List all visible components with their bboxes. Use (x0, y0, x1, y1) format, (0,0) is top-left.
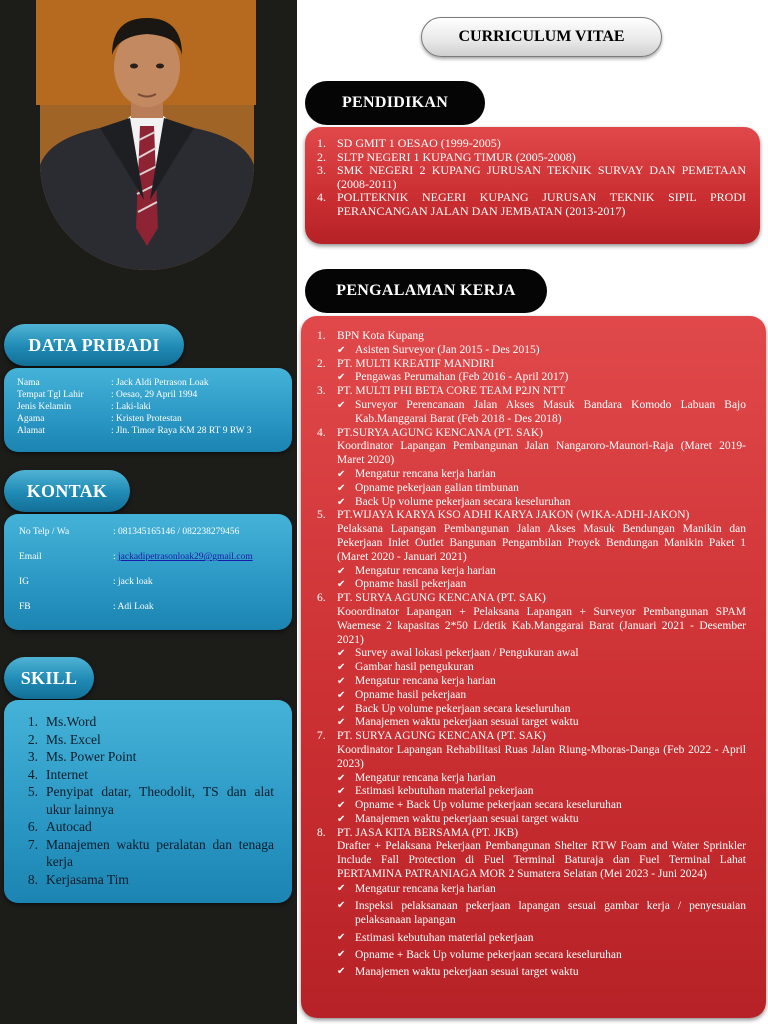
task-text: Opname pekerjaan galian timbunan (355, 481, 519, 494)
task-item (337, 661, 746, 675)
experience-body (337, 827, 746, 982)
task-item (337, 785, 746, 799)
contact-value: : jack loak (113, 577, 153, 587)
task-text: Mengatur rencana kerja harian (355, 467, 496, 480)
task-list (337, 565, 746, 593)
task-text: Opname hasil pekerjaan (355, 578, 467, 591)
experience-body (337, 592, 746, 730)
experience-role: Drafter + Pelaksana Pekerjaan Pembangunan Shelter RTW Foam and Water Sprinkler Include Fall Protection di Fuel Terminal Baturaja dan Fuel Terminal Lahat PERTAMINA PATRANIAGA MOR 2 Sumatera Selatan (Mei 2023 - Juni 2024) (337, 840, 746, 881)
experience-company: PT. MULTI PHI BETA CORE TEAM P2JN NTT (337, 385, 566, 398)
task-item (337, 772, 746, 786)
check-icon: ✔ (337, 496, 346, 508)
task-list (337, 344, 746, 358)
task-item (337, 689, 746, 703)
contact-label: FB (19, 602, 31, 612)
task-list (337, 399, 746, 427)
experience-company: PT. JASA KITA BERSAMA (PT. JKB) (337, 826, 519, 839)
skill-text: Autocad (46, 819, 92, 834)
personal-row (17, 377, 280, 389)
personal-label: Nama (17, 378, 40, 388)
skill-text: Ms. Power Point (46, 749, 137, 764)
check-icon: ✔ (337, 565, 346, 577)
task-item (337, 899, 746, 928)
task-item (337, 647, 746, 661)
personal-row (17, 413, 280, 425)
contact-value: : Adi Loak (113, 602, 154, 612)
skill-number: 7. (27, 836, 38, 852)
skill-number: 5. (27, 784, 38, 799)
experience-number: 7. (317, 730, 326, 743)
kontak-header (4, 470, 130, 512)
check-icon: ✔ (337, 482, 346, 494)
skill-text: Penyipat datar, Theodolit, TS dan alat ukur lainnya (46, 784, 274, 817)
check-icon: ✔ (337, 786, 346, 798)
skill-number: 2. (27, 731, 38, 747)
personal-value: : Kristen Protestan (111, 414, 182, 424)
task-item (337, 813, 746, 827)
task-text: Manajemen waktu pekerjaan sesuai target waktu (355, 812, 579, 825)
task-text: Manajemen waktu pekerjaan sesuai target waktu (355, 965, 579, 978)
personal-label: Agama (17, 414, 45, 424)
contact-value: : 081345165146 / 082238279456 (113, 527, 240, 537)
check-icon: ✔ (337, 703, 346, 715)
check-icon: ✔ (337, 468, 346, 480)
experience-panel (301, 316, 766, 1018)
check-icon: ✔ (337, 648, 346, 660)
personal-value: : Jack Aldi Petrason Loak (111, 378, 209, 388)
contact-row (19, 601, 280, 613)
task-text: Pengawas Perumahan (Feb 2016 - April 2017) (355, 371, 569, 384)
experience-company: PT. SURYA AGUNG KENCANA (PT. SAK) (337, 592, 546, 605)
experience-number: 4. (317, 426, 326, 439)
check-icon: ✔ (337, 372, 346, 384)
experience-list (317, 330, 746, 982)
personal-value: : Jln. Timor Raya KM 28 RT 9 RW 3 (111, 426, 252, 436)
contact-label: No Telp / Wa (19, 527, 70, 537)
experience-body (337, 385, 746, 426)
experience-number: 6. (317, 592, 326, 605)
personal-label: Jenis Kelamin (17, 402, 72, 412)
task-text: Survey awal lokasi pekerjaan / Pengukuran awal (355, 647, 579, 660)
skill-text: Ms. Excel (46, 731, 101, 747)
experience-role: Pelaksana Lapangan Pembangunan Jalan Akses Masuk Bendungan Manikin dan Pekerjaan Inlet Outlet Bangunan Pengambilan Proyek Bendungan Manikin Paket 1 (Maret 2020 - Januari 2021) (337, 523, 746, 563)
task-list (337, 772, 746, 827)
skill-panel (4, 700, 292, 903)
education-number: 1. (317, 136, 326, 150)
skill-text: Kerjasama Tim (46, 871, 129, 887)
task-text: Gambar hasil pengukuran (355, 661, 474, 674)
education-number: 4. (317, 190, 326, 204)
education-text: SMK NEGERI 2 KUPANG JURUSAN TEKNIK SURVAY DAN PEMETAAN (2008-2011) (337, 163, 746, 191)
task-text: Surveyor Perencanaan Jalan Akses Masuk Bandara Komodo Labuan Bajo Kab.Manggarai Barat (Feb 2018 - Des 2018) (355, 398, 746, 425)
skill-title: SKILL (20, 667, 78, 688)
experience-body (337, 358, 746, 386)
experience-number: 8. (317, 826, 326, 839)
task-item (337, 344, 746, 358)
task-text: Mengatur rencana kerja harian (355, 882, 496, 895)
task-list (337, 468, 746, 509)
experience-item (317, 592, 746, 730)
skill-item (22, 871, 274, 889)
task-text: Mengatur rencana kerja harian (355, 674, 496, 687)
experience-item (317, 427, 746, 510)
check-icon: ✔ (337, 800, 346, 812)
education-text: POLITEKNIK NEGERI KUPANG JURUSAN TEKNIK SIPIL PRODI PERANCANGAN JALAN DAN JEMBATAN (2013-2017) (337, 190, 746, 218)
education-item (317, 151, 746, 165)
task-item (337, 371, 746, 385)
check-icon: ✔ (337, 579, 346, 591)
task-item (337, 675, 746, 689)
skill-number: 1. (27, 714, 38, 729)
experience-number: 1. (317, 330, 326, 342)
pendidikan-title: PENDIDIKAN (341, 94, 449, 111)
check-icon: ✔ (337, 689, 346, 701)
pengalaman-header (305, 269, 547, 313)
check-icon: ✔ (337, 948, 346, 960)
task-item (337, 882, 746, 897)
profile-photo-illustration (40, 0, 254, 270)
check-icon: ✔ (337, 965, 346, 977)
skill-item (22, 748, 274, 766)
task-item (337, 948, 746, 963)
skill-number: 3. (27, 749, 38, 764)
personal-label: Tempat Tgl Lahir (17, 390, 84, 400)
task-text: Opname + Back Up volume pekerjaan secara keseluruhan (355, 948, 622, 961)
check-icon: ✔ (337, 399, 346, 411)
task-item (337, 799, 746, 813)
experience-body (337, 427, 746, 510)
experience-role: Kooordinator Lapangan + Pelaksana Lapangan + Surveyor Pembangunan SPAM Waemese 2 kapasitas 2*50 L/detik Kab.Manggarai Barat (Januari 2021 - Desember 2021) (337, 605, 746, 646)
check-icon: ✔ (337, 931, 346, 943)
experience-number: 2. (317, 357, 326, 370)
task-text: Back Up volume pekerjaan secara keseluruhan (355, 495, 571, 508)
task-list (337, 371, 746, 385)
task-text: Inspeksi pelaksanaan pekerjaan lapangan sesuai gambar kerja / penyesuaian pelaksanaan lapangan (355, 899, 746, 927)
task-item (337, 931, 746, 946)
skill-text: Ms.Word (46, 714, 97, 729)
task-text: Opname + Back Up volume pekerjaan secara keseluruhan (355, 799, 622, 812)
experience-company: PT.SURYA AGUNG KENCANA (PT. SAK) (337, 426, 543, 439)
task-item (337, 578, 746, 592)
education-list (317, 137, 746, 218)
personal-value: : Laki-laki (111, 402, 151, 412)
experience-item (317, 385, 746, 426)
personal-row (17, 425, 280, 437)
skill-text: Internet (46, 766, 88, 782)
personal-value: : Oesao, 29 April 1994 (111, 390, 198, 400)
task-text: Opname hasil pekerjaan (355, 688, 467, 701)
experience-item (317, 730, 746, 827)
experience-role: Koordinator Lapangan Pembangunan Jalan Nangaroro-Maunori-Raja (Maret 2019-Maret 2020) (337, 440, 746, 467)
task-text: Asisten Surveyor (Jan 2015 - Des 2015) (355, 343, 540, 356)
data-pribadi-title: DATA PRIBADI (28, 334, 160, 355)
experience-company: PT. SURYA AGUNG KENCANA (PT. SAK) (337, 730, 546, 743)
experience-company: BPN Kota Kupang (337, 330, 424, 342)
skill-list (22, 713, 274, 888)
contact-row (19, 526, 280, 538)
experience-item (317, 330, 746, 358)
skill-header (4, 657, 94, 699)
task-text: Back Up volume pekerjaan secara keseluruhan (355, 702, 571, 715)
skill-number: 4. (27, 766, 38, 782)
experience-number: 3. (317, 385, 326, 398)
contact-label: Email (19, 552, 42, 562)
profile-photo (40, 0, 254, 270)
education-number: 2. (317, 149, 326, 164)
contact-prefix: : (113, 552, 119, 562)
data-pribadi-header (4, 324, 184, 366)
experience-body (337, 730, 746, 827)
education-number: 3. (317, 163, 326, 177)
personal-info-panel (4, 368, 292, 452)
cv-title: CURRICULUM VITAE (458, 28, 625, 45)
skill-text: Manajemen waktu peralatan dan tenaga kerja (46, 836, 274, 869)
task-text: Mengatur rencana kerja harian (355, 771, 496, 784)
task-text: Estimasi kebutuhan material pekerjaan (355, 931, 534, 944)
check-icon: ✔ (337, 344, 346, 356)
task-text: Manajemen waktu pekerjaan sesuai target waktu (355, 716, 579, 729)
check-icon: ✔ (337, 662, 346, 674)
task-item (337, 565, 746, 579)
task-text: Mengatur rencana kerja harian (355, 564, 496, 577)
experience-number: 5. (317, 509, 326, 522)
skill-item (22, 731, 274, 749)
email-link[interactable]: jackadipetrasonloak29@gmail.com (118, 552, 253, 562)
skill-number: 6. (27, 819, 38, 834)
check-icon: ✔ (337, 772, 346, 784)
skill-item (22, 836, 274, 871)
skill-item (22, 713, 274, 731)
personal-label: Alamat (17, 426, 45, 436)
check-icon: ✔ (337, 717, 346, 729)
contact-list (19, 526, 280, 613)
task-item (337, 468, 746, 482)
education-item (317, 137, 746, 151)
task-item (337, 496, 746, 510)
experience-item (317, 509, 746, 592)
contact-row (19, 576, 280, 588)
education-text: SD GMIT 1 OESAO (1999-2005) (337, 136, 501, 150)
contact-row (19, 551, 280, 563)
pendidikan-header (305, 81, 485, 125)
experience-role: Koordinator Lapangan Rehabilitasi Ruas Jalan Riung-Mboras-Danga (Feb 2022 - April 2023) (337, 743, 746, 770)
check-icon: ✔ (337, 899, 346, 911)
kontak-title: KONTAK (26, 480, 108, 501)
personal-row (17, 389, 280, 401)
skill-number: 8. (27, 871, 38, 887)
task-item (337, 965, 746, 980)
skill-item (22, 783, 274, 818)
task-item (337, 703, 746, 717)
experience-item (317, 827, 746, 982)
experience-company: PT. MULTI KREATIF MANDIRI (337, 357, 495, 370)
task-item (337, 716, 746, 730)
education-item (317, 164, 746, 191)
task-list (337, 647, 746, 730)
check-icon: ✔ (337, 882, 346, 894)
personal-info-list (17, 377, 280, 437)
skill-item (22, 818, 274, 836)
cv-title-banner (421, 17, 662, 57)
contact-value (113, 551, 280, 563)
task-list (337, 882, 746, 979)
experience-body (337, 330, 746, 358)
task-text: Estimasi kebutuhan material pekerjaan (355, 785, 534, 798)
education-text: SLTP NEGERI 1 KUPANG TIMUR (2005-2008) (337, 149, 576, 164)
personal-row (17, 401, 280, 413)
task-item (337, 399, 746, 427)
contact-panel (4, 514, 292, 630)
experience-body (337, 509, 746, 592)
check-icon: ✔ (337, 675, 346, 687)
experience-item (317, 358, 746, 386)
education-item (317, 191, 746, 218)
pengalaman-title: PENGALAMAN KERJA (336, 282, 516, 299)
task-item (337, 482, 746, 496)
check-icon: ✔ (337, 813, 346, 825)
skill-item (22, 766, 274, 784)
contact-label: IG (19, 577, 30, 587)
education-panel (305, 127, 760, 244)
experience-company: PT.WIJAYA KARYA KSO ADHI KARYA JAKON (WIKA-ADHI-JAKON) (337, 509, 690, 522)
